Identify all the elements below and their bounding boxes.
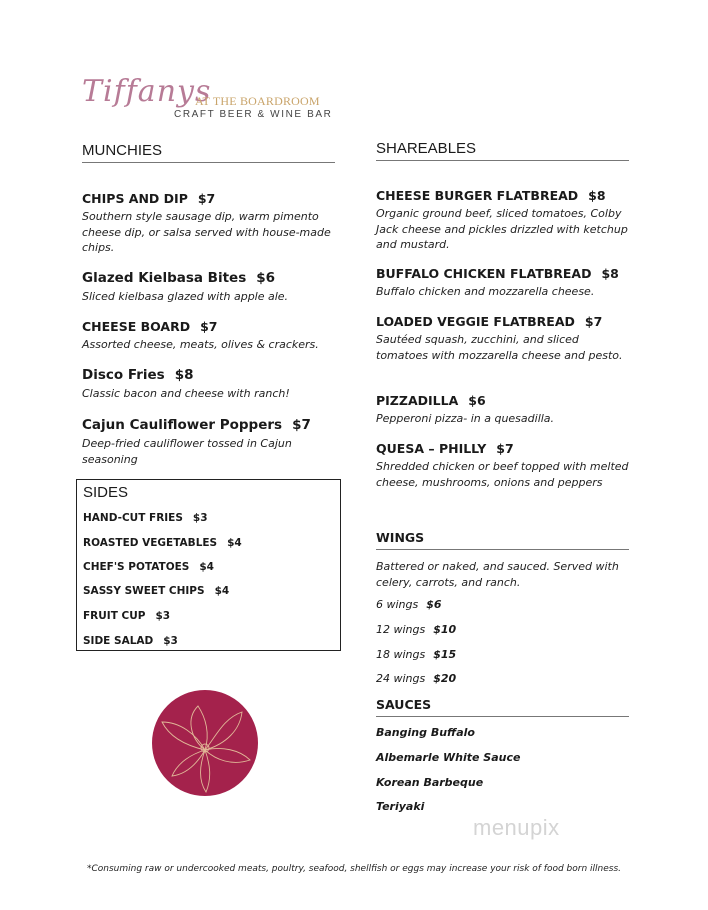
- sauce-item: Albemarle White Sauce: [376, 751, 521, 764]
- item-description: Organic ground beef, sliced tomatoes, Colby Jack cheese and pickles drizzled with ketchup and mustard.: [376, 207, 628, 251]
- wings-heading: WINGS: [376, 530, 629, 550]
- item-description: Sliced kielbasa glazed with apple ale.: [82, 290, 289, 303]
- item-price: $6: [256, 270, 276, 286]
- item-price: $7: [292, 417, 311, 433]
- item-description: Sautéed squash, zucchini, and sliced tomatoes with mozzarella cheese and pesto.: [376, 333, 623, 362]
- logo-subtitle: CRAFT BEER & WINE BAR: [174, 109, 333, 120]
- restaurant-logo: [82, 74, 342, 124]
- flower-logo-icon: [150, 688, 260, 798]
- item-name: CHIPS AND DIP: [82, 191, 188, 206]
- menu-item: [376, 266, 631, 300]
- item-name: Cajun Cauliflower Poppers: [82, 417, 283, 433]
- item-price: $8: [588, 188, 606, 203]
- menu-item: [376, 393, 631, 427]
- item-price: $7: [200, 319, 218, 334]
- menu-item: [376, 441, 631, 490]
- item-price: $7: [584, 314, 603, 329]
- side-item: CHEF'S POTATOES $4: [83, 561, 214, 573]
- item-name: Glazed Kielbasa Bites: [82, 270, 247, 286]
- sauces-heading: SAUCES: [376, 697, 629, 717]
- item-description: Buffalo chicken and mozzarella cheese.: [376, 285, 595, 298]
- item-description: Deep-fried cauliflower tossed in Cajun seasoning: [82, 437, 292, 466]
- watermark: menupix: [473, 815, 560, 840]
- menu-item: [82, 417, 337, 467]
- item-name: CHEESE BURGER FLATBREAD: [376, 188, 579, 203]
- item-name: LOADED VEGGIE FLATBREAD: [376, 314, 575, 329]
- item-price: $7: [496, 441, 514, 456]
- shareables-heading: SHAREABLES: [376, 140, 629, 161]
- side-item: SIDE SALAD $3: [83, 635, 178, 647]
- side-item: ROASTED VEGETABLES $4: [83, 537, 242, 549]
- item-name: Disco Fries: [82, 367, 165, 383]
- item-name: QUESA – PHILLY: [376, 441, 487, 456]
- menu-item: [82, 367, 337, 402]
- logo-script-text: Tiffanys: [82, 74, 212, 109]
- menu-item: [376, 314, 631, 363]
- item-name: BUFFALO CHICKEN FLATBREAD: [376, 266, 592, 281]
- menu-item: [376, 188, 631, 253]
- sides-box: [76, 479, 341, 651]
- menu-item: [82, 270, 337, 305]
- food-safety-disclaimer: *Consuming raw or undercooked meats, poultry, seafood, shellfish or eggs may increase your risk of food born illness.: [86, 864, 622, 874]
- sauce-item: Banging Buffalo: [376, 726, 475, 739]
- sauce-item: Korean Barbeque: [376, 776, 484, 789]
- item-description: Assorted cheese, meats, olives & crackers.: [82, 338, 319, 351]
- side-item: SASSY SWEET CHIPS $4: [83, 585, 230, 597]
- item-name: CHEESE BOARD: [82, 319, 191, 334]
- wing-option: 18 wings $15: [376, 648, 457, 661]
- sauce-item: Teriyaki: [376, 800, 425, 813]
- menu-item: [82, 319, 337, 353]
- sides-heading: SIDES: [83, 484, 129, 501]
- item-description: Southern style sausage dip, warm pimento cheese dip, or salsa served with house-made chips.: [82, 210, 331, 254]
- wings-description: Battered or naked, and sauced. Served with celery, carrots, and ranch.: [376, 560, 619, 589]
- menu-item: [82, 191, 337, 256]
- item-price: $6: [468, 393, 486, 408]
- munchies-heading: MUNCHIES: [82, 142, 335, 163]
- wing-option: 6 wings $6: [376, 598, 442, 611]
- side-item: HAND-CUT FRIES $3: [83, 512, 208, 524]
- logo-at-text: AT THE BOARDROOM: [195, 94, 320, 108]
- item-name: PIZZADILLA: [376, 393, 459, 408]
- side-item: FRUIT CUP $3: [83, 610, 171, 622]
- item-description: Classic bacon and cheese with ranch!: [82, 387, 290, 400]
- item-price: $7: [197, 191, 216, 206]
- item-description: Pepperoni pizza- in a quesadilla.: [376, 412, 555, 425]
- item-price: $8: [174, 367, 194, 383]
- item-price: $8: [601, 266, 619, 281]
- wing-option: 12 wings $10: [376, 623, 457, 636]
- wing-option: 24 wings $20: [376, 672, 457, 685]
- item-description: Shredded chicken or beef topped with melted cheese, mushrooms, onions and peppers: [376, 460, 629, 489]
